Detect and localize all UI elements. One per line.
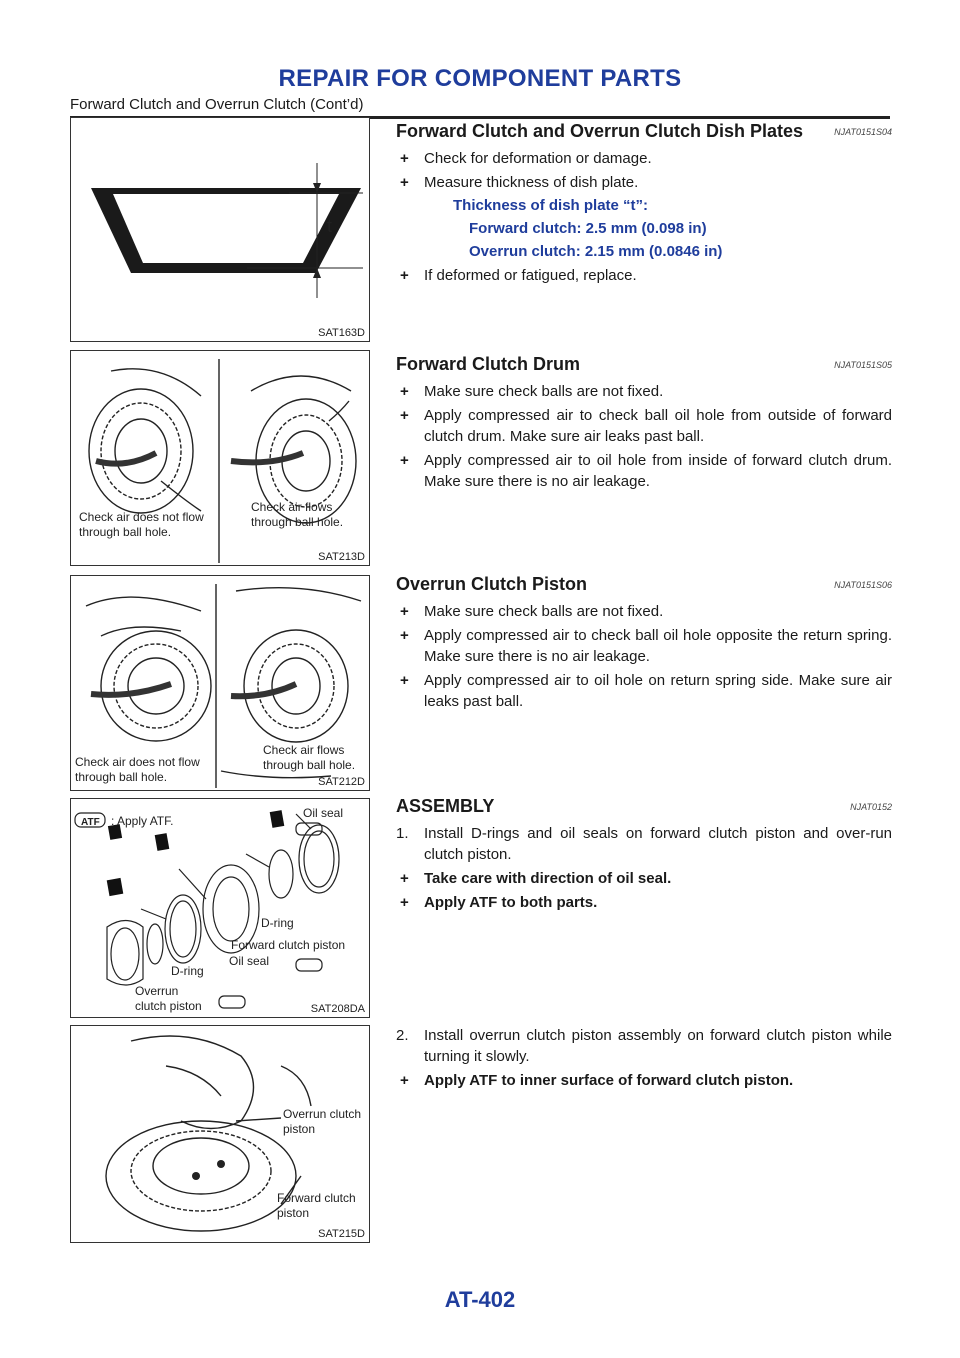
drum-right-label-1: Check air flows <box>251 500 333 514</box>
drum-illustration <box>71 351 370 566</box>
assembly-illustration <box>71 799 370 1018</box>
list-item: + Make sure check balls are not fixed. <box>400 383 664 400</box>
piston-right-label-1: Check air flows <box>263 743 345 757</box>
spec-forward: Forward clutch: 2.5 mm (0.098 in) <box>469 220 707 237</box>
section-code: NJAT0151S05 <box>834 360 892 370</box>
forward-clutch-label-2: piston <box>277 1206 310 1220</box>
assembly-step: 1. Install D-rings and oil seals on forward clutch piston and over-run clutch piston. <box>396 825 892 863</box>
page-number: AT-402 <box>444 1287 516 1312</box>
figure-overrun-clutch-piston <box>70 575 370 791</box>
overrun-label-1: Overrun <box>135 984 179 998</box>
forward-clutch-piston-label: Forward clutch piston <box>231 938 346 952</box>
figure-dish-plate <box>70 117 370 342</box>
list-item: + Apply compressed air to oil hole on return spring side. Make sure air leaks past ball. <box>400 672 892 710</box>
section-code: NJAT0152 <box>850 802 892 812</box>
list-item: + Apply compressed air to check ball oil hole opposite the return spring. Make sure there is no air leakage. <box>400 627 892 665</box>
figure-code: SAT208DA <box>310 1003 365 1015</box>
forward-clutch-label-1: Forward clutch <box>277 1191 356 1205</box>
thickness-label: t <box>327 216 333 236</box>
figure-code: SAT163D <box>318 327 365 339</box>
section-overrun-clutch-piston <box>396 574 892 712</box>
piston-left-label-1: Check air does not flow <box>75 755 200 769</box>
d-ring-bottom-label: D-ring <box>171 964 204 978</box>
section-dish-plates <box>396 121 892 286</box>
oil-seal-bottom-label: Oil seal <box>229 954 270 968</box>
figure-piston-installation <box>70 1025 370 1243</box>
d-ring-top-label: D-ring <box>261 916 294 930</box>
figure-assembly-exploded <box>70 798 370 1018</box>
list-item: + Apply ATF to inner surface of forward clutch piston. <box>400 1072 794 1089</box>
list-item: + Measure thickness of dish plate. <box>400 174 639 191</box>
section-title: Forward Clutch Drum <box>396 354 581 374</box>
list-item: + Apply ATF to both parts. <box>400 894 598 911</box>
overrun-label-2: clutch piston <box>135 999 202 1013</box>
atf-tag: ATF <box>81 817 100 828</box>
list-item: + Apply compressed air to check ball oil hole from outside of forward clutch drum. Make sure air leaks past ball. <box>400 407 892 445</box>
page-subtitle: Forward Clutch and Overrun Clutch (Cont’d) <box>70 96 364 113</box>
drum-right-label-2: through ball hole. <box>251 515 344 529</box>
section-title: Overrun Clutch Piston <box>396 574 588 594</box>
list-item: + Take care with direction of oil seal. <box>400 870 672 887</box>
piston-illustration <box>71 576 370 791</box>
drum-left-label-2: through ball hole. <box>79 525 172 539</box>
dish-plate-illustration <box>71 118 370 342</box>
list-item: + Apply compressed air to oil hole from inside of forward clutch drum. Make sure there is no air leakage. <box>400 452 892 490</box>
figure-code: SAT215D <box>318 1228 365 1240</box>
drum-left-label-1: Check air does not flow <box>79 510 204 524</box>
installation-illustration <box>71 1026 370 1243</box>
section-code: NJAT0151S06 <box>834 580 892 590</box>
section-assembly-step-2 <box>396 1022 892 1091</box>
list-item: + Make sure check balls are not fixed. <box>400 603 664 620</box>
overrun-clutch-label-1: Overrun clutch <box>283 1107 362 1121</box>
section-title: Forward Clutch and Overrun Clutch Dish Plates <box>396 121 804 141</box>
spec-title: Thickness of dish plate “t”: <box>453 197 649 214</box>
overrun-clutch-label-2: piston <box>283 1122 316 1136</box>
section-assembly <box>396 796 892 913</box>
section-title: ASSEMBLY <box>396 796 495 816</box>
piston-left-label-2: through ball hole. <box>75 770 168 784</box>
figure-code: SAT213D <box>318 551 365 563</box>
oil-seal-top-label: Oil seal <box>303 806 344 820</box>
figure-forward-clutch-drum <box>70 350 370 566</box>
page-title: REPAIR FOR COMPONENT PARTS <box>278 65 682 92</box>
list-item: + Check for deformation or damage. <box>400 150 652 167</box>
section-code: NJAT0151S04 <box>834 127 892 137</box>
assembly-step: 2. Install overrun clutch piston assembly on forward clutch piston while turning it slowly. <box>396 1027 892 1065</box>
section-forward-clutch-drum <box>396 354 892 492</box>
list-item: + If deformed or fatigued, replace. <box>400 267 637 284</box>
apply-atf-label: : Apply ATF. <box>111 814 174 828</box>
figure-code: SAT212D <box>318 776 365 788</box>
spec-overrun: Overrun clutch: 2.15 mm (0.0846 in) <box>469 243 723 260</box>
piston-right-label-2: through ball hole. <box>263 758 356 772</box>
